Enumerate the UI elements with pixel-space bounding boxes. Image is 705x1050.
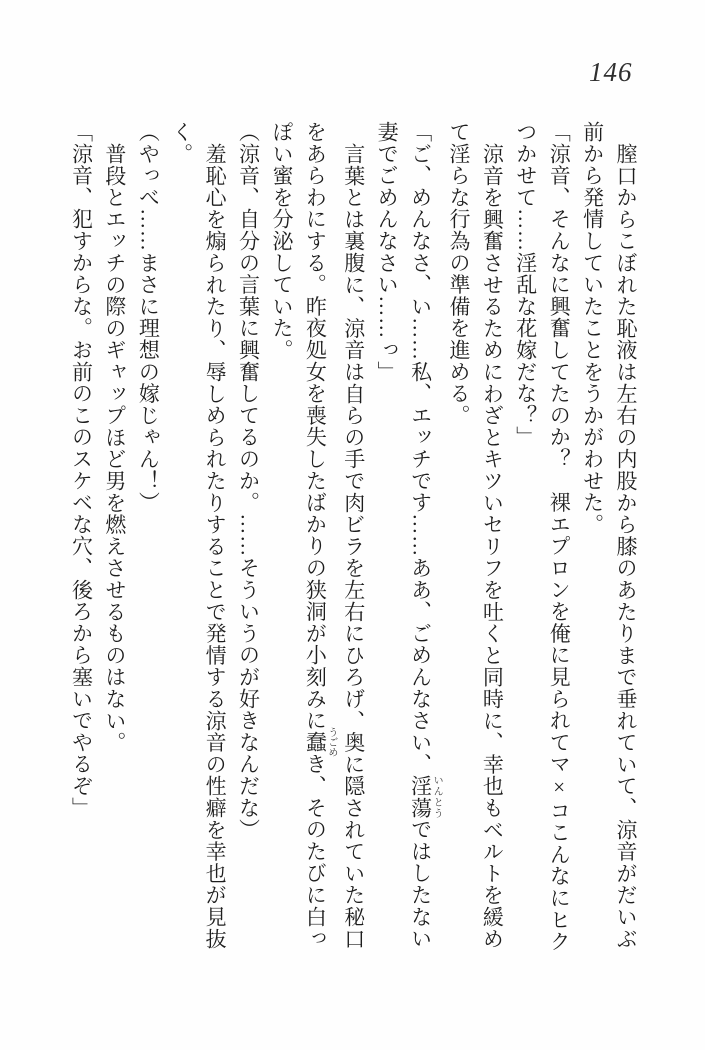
text-line: 「涼音、犯すからな。お前のこのスケベな穴、後ろから塞いでやるぞ」 [69, 121, 94, 819]
text-line: （やっべ……まさに理想の嫁じゃん！） [136, 121, 161, 514]
text-line: をあらわにする。昨夜処女を喪失したばかりの狭洞が小刻みに蠢うごめき、そのたびに白っ [303, 121, 337, 950]
furigana: うごめ [325, 727, 337, 758]
text-line: つかせて……淫乱な花嫁だな？」 [513, 121, 538, 448]
text-line: 言葉とは裏腹に、涼音は自らの手で肉ビラを左右にひろげ、奥に隠されていた秘口 [341, 142, 366, 950]
text-line: て淫らな行為の準備を進める。 [446, 121, 471, 427]
text-line: （涼音、自分の言葉に興奮してるのか。……そういうのが好きなんだな） [236, 121, 261, 841]
text-line: く。 [169, 121, 194, 165]
text-line: 前から発情していたことをうかがわせた。 [580, 121, 605, 536]
text-line: 「ご、めんなさ、い……私、エッチです……ああ、ごめんなさい、淫蕩いんとうではしたない [408, 121, 443, 950]
page-number: 146 [589, 57, 633, 87]
text-line: 羞恥心を煽られたり、辱しめられたりすることで発情する涼音の性癖を幸也が見抜 [203, 142, 228, 950]
text-line: 妻でごめんなさい……っ」 [375, 121, 400, 383]
text-line: 普段とエッチの際のギャップほど男を燃えさせるものはない。 [102, 142, 127, 754]
text-block [64, 121, 642, 957]
text-line: 膣口からこぼれた恥液は左右の内股から膝のあたりまで垂れていて、涼音がだいぶ [614, 142, 638, 950]
text-line: ぽい蜜を分泌していた。 [269, 121, 294, 361]
ruby-annotated-word: 淫蕩いんとう [408, 775, 443, 819]
ruby-annotated-word: 蠢うごめ [303, 727, 337, 758]
text-line: 涼音を興奮させるためにわざとキツいセリフを吐くと同時に、幸也もベルトを緩め [480, 142, 505, 950]
furigana: いんとう [431, 775, 443, 819]
text-line: 「涼音、そんなに興奮してたのか？ 裸エプロンを俺に見られてマ×コこんなにヒク [547, 121, 572, 953]
